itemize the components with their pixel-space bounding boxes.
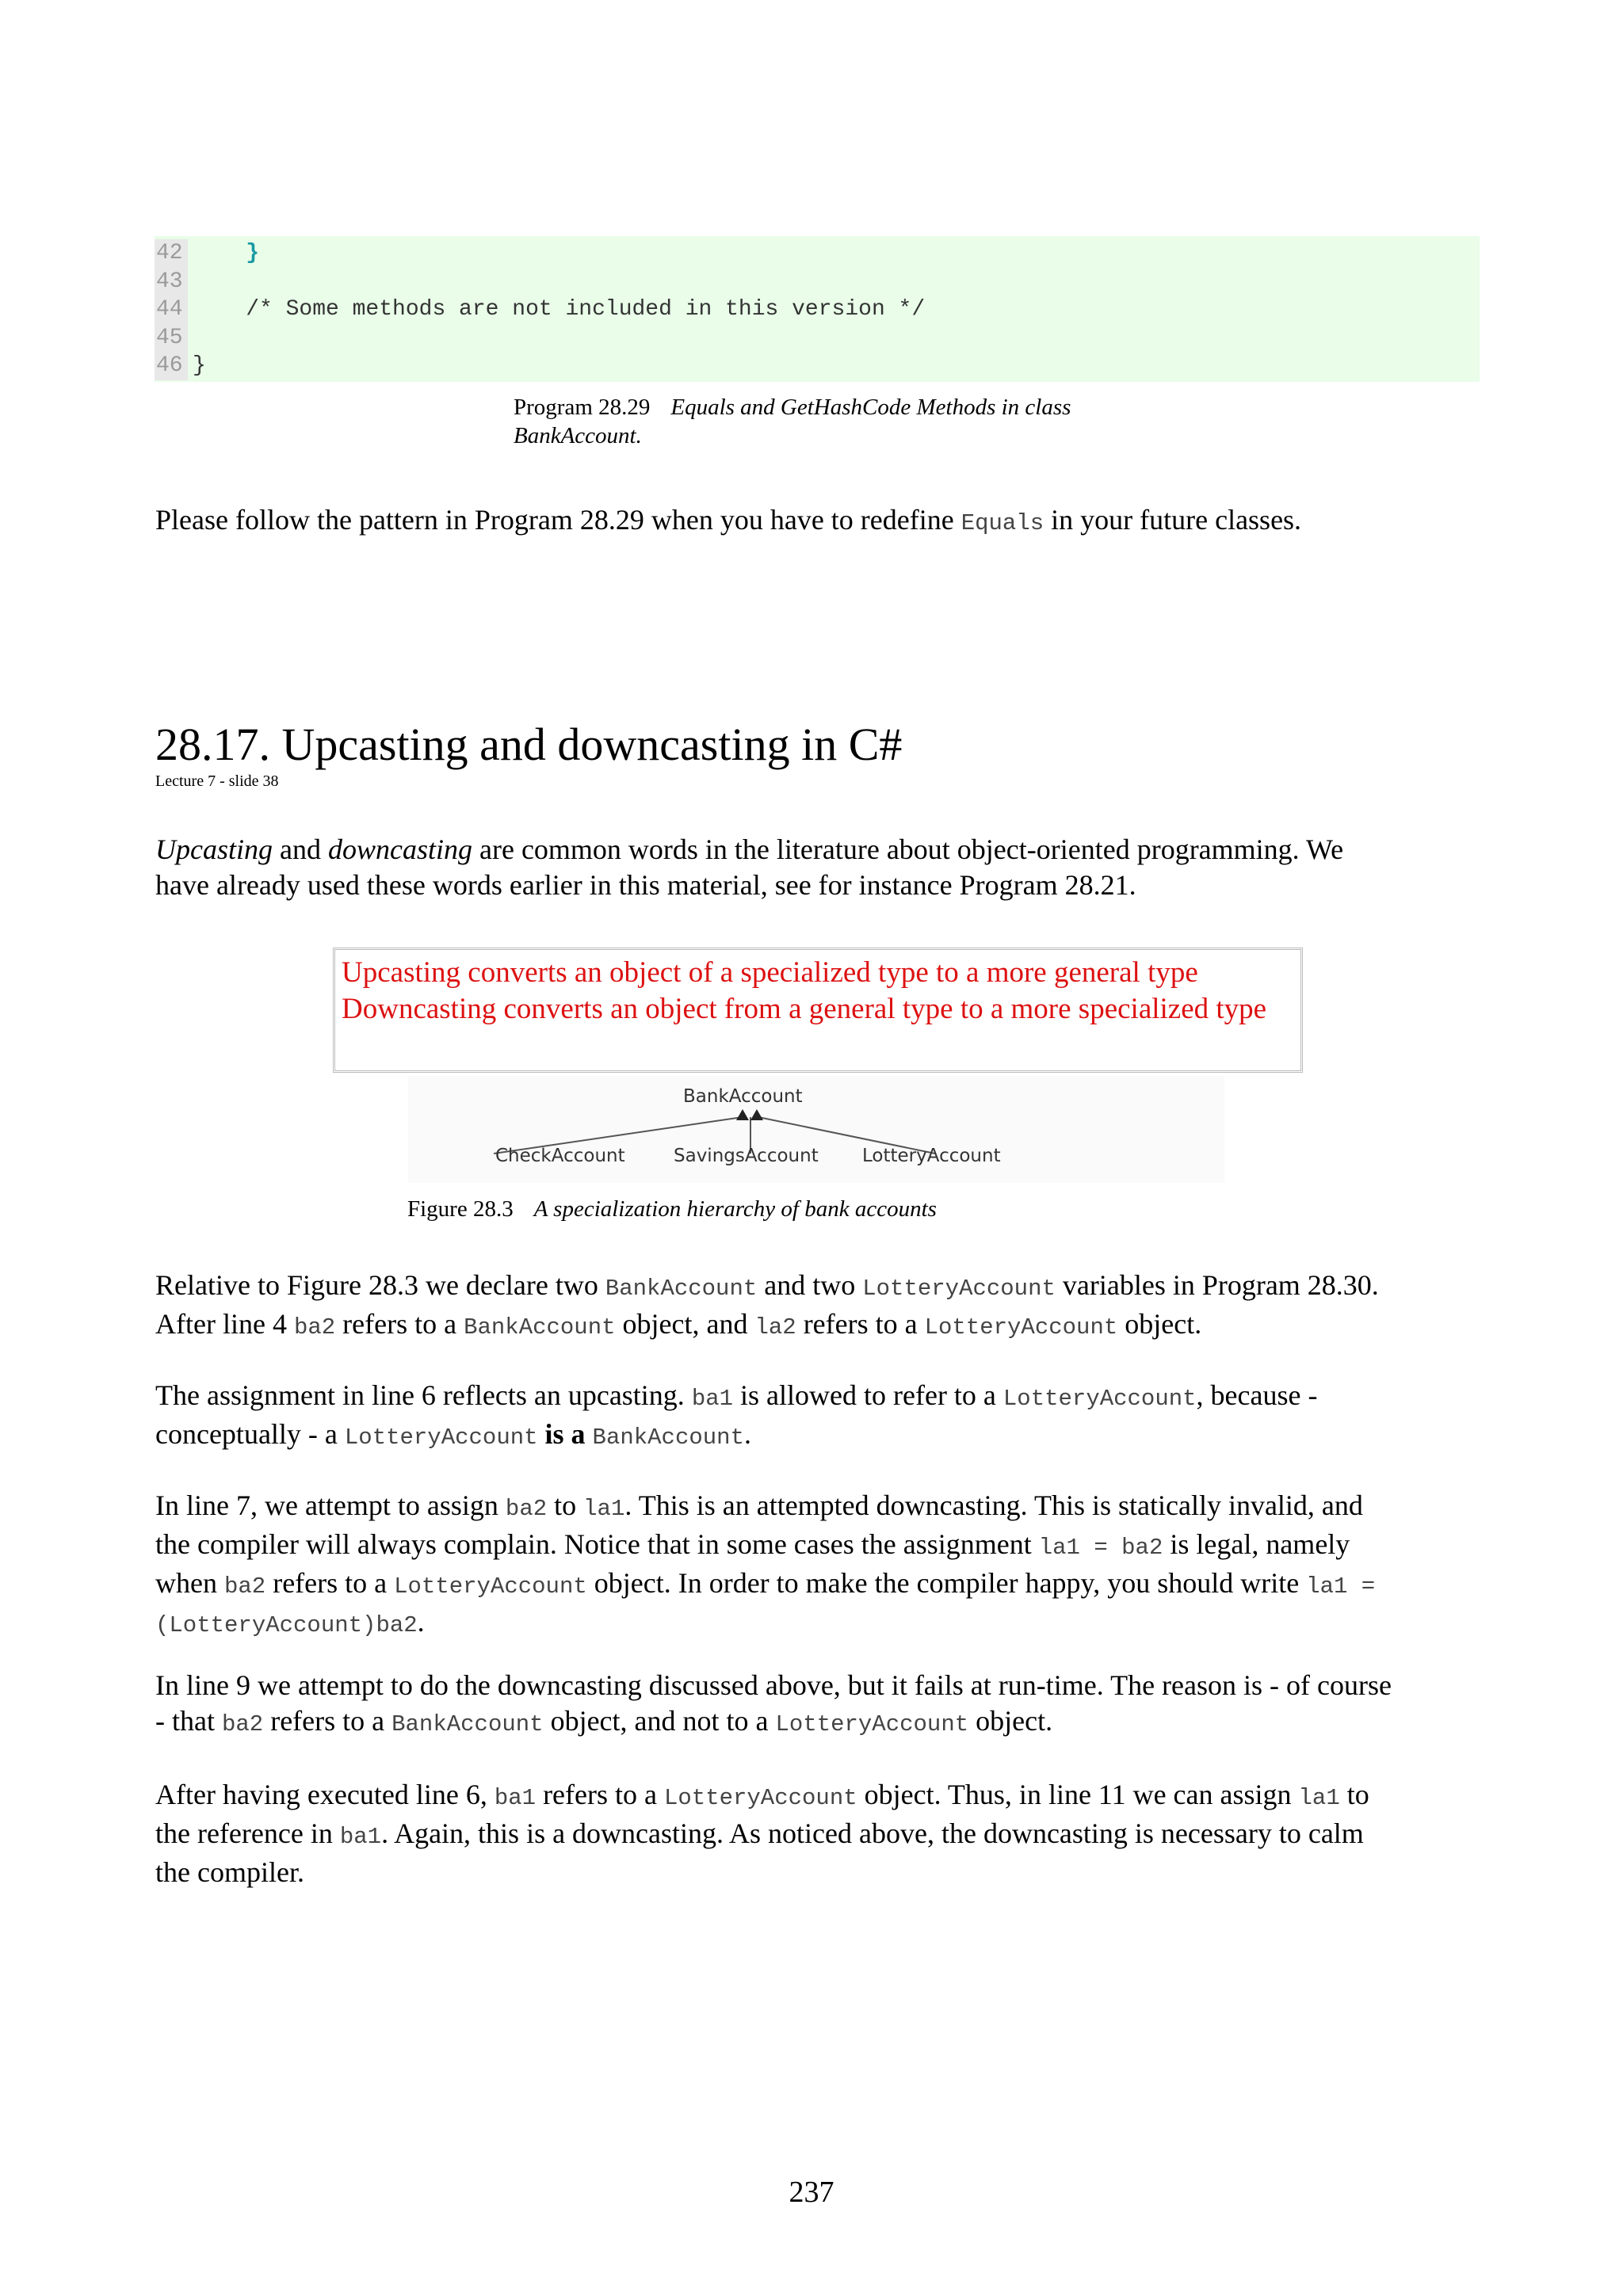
code-line [155,296,1480,324]
code-text [188,324,193,353]
text-span: the compiler will always complain. Notice that in some cases the assignment [155,1528,1039,1560]
line-number: 44 [155,296,188,324]
text-span: refers to a [265,1567,395,1599]
paragraph-upcasting [155,1378,1487,1455]
text: have already used these words earlier in this material, see for instance Program 28.21. [155,869,1136,901]
text-span: refers to a [536,1779,664,1810]
code-line [155,268,1480,296]
paragraph-runtime-failure [155,1668,1487,1742]
text-span: la1 [1298,1785,1340,1811]
text-span: In line 9 we attempt to do the downcasting discussed above, but it fails at run-time. The reason is - of course [155,1669,1392,1701]
paragraph-declarations [155,1268,1487,1345]
paragraph-downcasting-attempt [155,1488,1487,1643]
text-span: la1 = [1306,1573,1376,1600]
text-span: la1 [583,1496,625,1522]
code-line [155,352,1480,380]
text-span: BankAccount [464,1314,616,1341]
node-lotteryaccount: LotteryAccount [862,1146,1001,1166]
inline-code: Equals [960,510,1044,536]
text: Please follow the pattern in Program 28.29 when you have to redefine [155,504,961,536]
text-span: Relative to Figure 28.3 we declare two [155,1269,605,1301]
text-span: . This is an attempted downcasting. This is statically invalid, and [624,1489,1363,1521]
paragraph-assign-la1 [155,1777,1487,1890]
text-span: ba2 [293,1314,336,1341]
paragraph-intro [155,832,1487,903]
text-span: is a [537,1418,593,1450]
text-span: the compiler. [155,1856,304,1888]
text-span: . Again, this is a downcasting. As noticed above, the downcasting is necessary to calm [381,1817,1364,1849]
text-span: BankAccount [391,1711,544,1737]
text-span: LotteryAccount [344,1425,538,1451]
text-span: ba2 [505,1496,548,1522]
node-savingsaccount: SavingsAccount [674,1146,819,1166]
line-number: 43 [155,268,188,296]
term-downcasting: downcasting [327,833,472,865]
program-caption [514,393,1071,450]
text-span: - that [155,1705,222,1737]
text-span: object. [968,1705,1053,1737]
code-line [155,239,1480,268]
code-text: /* Some methods are not included in this version */ [193,297,926,322]
text-span: LotteryAccount [862,1276,1056,1302]
text-span: to [1339,1779,1369,1810]
text-span: object, and [615,1308,755,1340]
node-checkaccount: CheckAccount [495,1146,625,1166]
code-listing [155,236,1480,382]
definition-box [333,948,1303,1073]
arrow-head [736,1109,749,1120]
caption-label: Figure 28.3 [407,1196,514,1222]
text-span: the reference in [155,1817,340,1849]
caption-text: Equals and GetHashCode Methods in class [670,395,1071,420]
upcasting-definition: Upcasting converts an object of a specialized type to a more general type [342,956,1198,989]
caption-text: A specialization hierarchy of bank accounts [533,1196,937,1222]
code-line [155,324,1480,353]
code-text: } [193,241,260,265]
text-span: to [547,1489,584,1521]
page-number: 237 [789,2176,834,2209]
text-span: In line 7, we attempt to assign [155,1489,506,1521]
text: and [273,833,328,865]
text-span: ba1 [494,1785,537,1811]
text-span: After having executed line 6, [155,1779,495,1810]
slide-reference: Lecture 7 - slide 38 [155,772,279,790]
caption-text-line2: BankAccount. [514,423,642,448]
code-text: } [193,353,206,378]
text-span: and two [757,1269,863,1301]
text-span: BankAccount [592,1425,744,1451]
text-span: LotteryAccount [775,1711,969,1737]
figure-caption [407,1195,937,1223]
term-upcasting: Upcasting [155,833,273,865]
text-span: object, and not to a [543,1705,776,1737]
text-span: ba1 [339,1824,382,1850]
text-span: conceptually - a [155,1418,345,1450]
text: are common words in the literature about object-oriented programming. We [472,833,1344,865]
text-span: LotteryAccount [924,1314,1118,1341]
text-span: LotteryAccount [394,1573,587,1600]
text-span: refers to a [263,1705,392,1737]
text: in your future classes. [1044,504,1302,536]
section-title: 28.17. Upcasting and downcasting in C# [155,719,903,770]
text-span: After line 4 [155,1308,294,1340]
class-hierarchy-diagram [408,1076,1224,1183]
text-span: object. Thus, in line 11 we can assign [857,1779,1299,1810]
text-span: object. [1117,1308,1202,1340]
text-span: ba2 [223,1573,266,1600]
arrow-head [750,1109,763,1120]
text-span: when [155,1567,224,1599]
text-span: ba1 [691,1386,734,1412]
text-span: BankAccount [605,1276,758,1302]
text-span: object. In order to make the compiler happy, you should write [586,1567,1307,1599]
text-span: LotteryAccount [663,1785,857,1811]
text-span: variables in Program 28.30. [1055,1269,1379,1301]
text-span: . [417,1606,425,1638]
code-text [188,268,193,296]
text-span: is allowed to refer to a [733,1379,1003,1411]
text-span: LotteryAccount [1002,1386,1197,1412]
line-number: 46 [155,352,188,380]
text-span: la1 = ba2 [1038,1535,1163,1561]
text-span: la2 [754,1314,796,1341]
text-span: , because - [1196,1379,1318,1411]
text-span: refers to a [335,1308,464,1340]
text-span: ba2 [221,1711,264,1737]
text-span: The assignment in line 6 reflects an upcasting. [155,1379,692,1411]
text-span: refers to a [796,1308,925,1340]
paragraph-follow-pattern [155,502,1487,541]
downcasting-definition: Downcasting converts an object from a general type to a more specialized type [342,993,1267,1025]
text-span: . [743,1418,751,1450]
node-bankaccount: BankAccount [683,1086,803,1107]
caption-label: Program 28.29 [514,395,651,420]
line-number: 42 [155,239,188,268]
text-span: (LotteryAccount)ba2 [155,1612,418,1638]
line-number: 45 [155,324,188,353]
text-span: is legal, namely [1163,1528,1350,1560]
